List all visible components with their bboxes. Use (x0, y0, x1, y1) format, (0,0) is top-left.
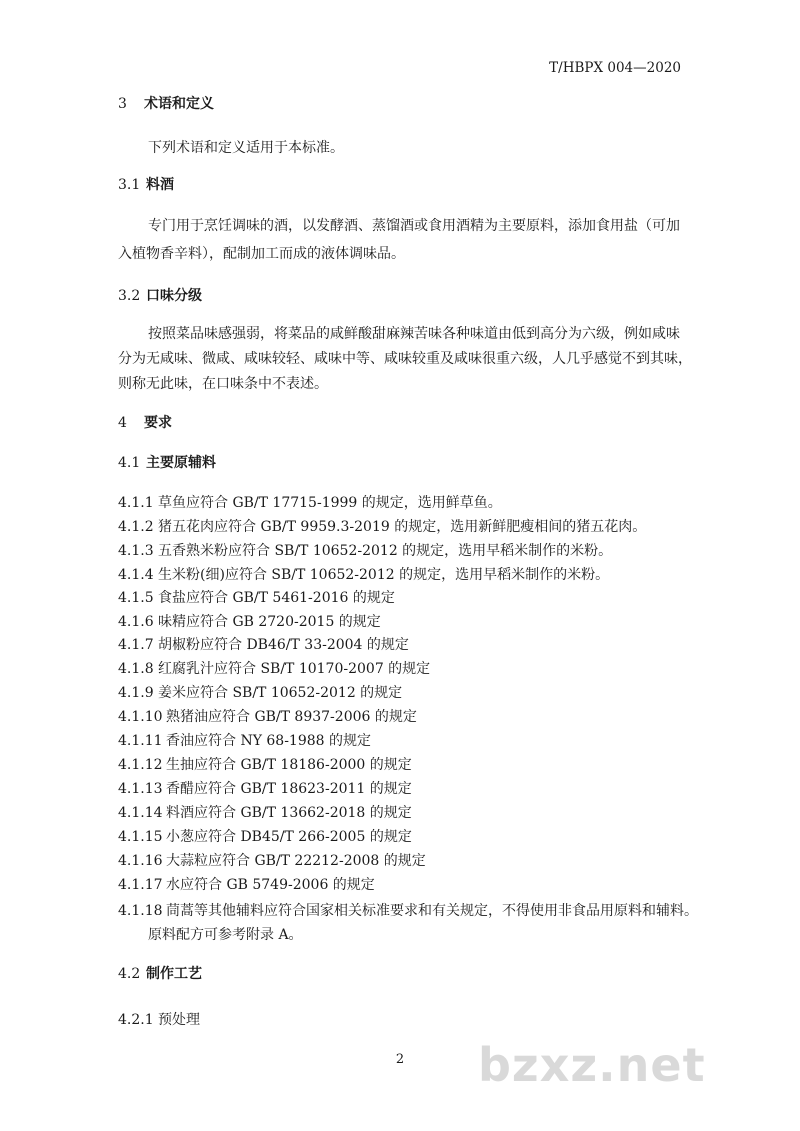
item-number: 4.1.4 (118, 567, 154, 583)
section-heading-4-2 (118, 965, 202, 983)
list-item (118, 518, 646, 536)
section-heading-3-1 (118, 176, 174, 194)
item-text: 小葱应符合 DB45/T 266-2005 的规定 (166, 829, 412, 845)
item-text: 香醋应符合 GB/T 18623-2011 的规定 (166, 781, 412, 797)
item-number: 4.1.6 (118, 614, 154, 630)
section-title: 主要原辅料 (146, 455, 216, 471)
item-text: 香油应符合 NY 68-1988 的规定 (166, 733, 372, 749)
paragraph-line: 下列术语和定义适用于本标准。 (148, 140, 344, 156)
item-number: 4.1.10 (118, 709, 163, 725)
item-text: 猪五花肉应符合 GB/T 9959.3-2019 的规定，选用新鲜肥瘦相间的猪五花肉。 (158, 519, 647, 535)
item-text: 五香熟米粉应符合 SB/T 10652-2012 的规定，选用早稻米制作的米粉。 (158, 543, 613, 559)
item-number: 4.1.5 (118, 590, 154, 606)
section-number: 3.1 (118, 177, 141, 193)
paragraph-line: 专门用于烹饪调味的酒，以发酵酒、蒸馏酒或食用酒精为主要原料，添加食用盐（可加 (148, 218, 680, 234)
item-number: 4.1.8 (118, 661, 154, 677)
formula-note: 原料配方可参考附录 A。 (148, 927, 303, 943)
section-heading-3 (118, 95, 214, 113)
section-heading-4-1 (118, 454, 216, 472)
item-number: 4.1.18 (118, 903, 163, 919)
section-heading-3-2 (118, 287, 202, 305)
section-title: 要求 (144, 415, 172, 431)
item-number: 4.1.14 (118, 805, 163, 821)
document-code: T/HBPX 004—2020 (549, 60, 681, 76)
paragraph-line: 则称无此味，在口味条中不表述。 (118, 376, 328, 392)
item-text: 茼蒿等其他辅料应符合国家相关标准要求和有关规定，不得使用非食品用原料和辅料。 (166, 903, 698, 919)
section-number: 4.2 (118, 966, 141, 982)
section-number: 3 (118, 96, 127, 112)
list-item (118, 494, 502, 512)
item-text: 生抽应符合 GB/T 18186-2000 的规定 (166, 757, 412, 773)
item-number: 4.1.1 (118, 495, 154, 511)
item-number: 4.1.16 (118, 853, 163, 869)
item-number: 4.1.7 (118, 637, 154, 653)
item-text: 草鱼应符合 GB/T 17715-1999 的规定，选用鲜草鱼。 (158, 495, 502, 511)
paragraph-line: 入植物香辛料），配制加工而成的液体调味品。 (118, 246, 405, 262)
item-text: 大蒜粒应符合 GB/T 22212-2008 的规定 (166, 853, 426, 869)
item-text: 胡椒粉应符合 DB46/T 33-2004 的规定 (158, 637, 409, 653)
section-title: 术语和定义 (144, 96, 214, 112)
section-heading-4-2-1 (118, 1011, 200, 1029)
item-number: 4.1.2 (118, 519, 154, 535)
list-item (118, 708, 417, 726)
site-watermark: bzxz.net (478, 1038, 706, 1092)
item-number: 4.1.11 (118, 733, 163, 749)
list-item (118, 684, 402, 702)
list-item (118, 828, 412, 846)
item-number: 4.1.17 (118, 877, 163, 893)
item-number: 4.1.15 (118, 829, 163, 845)
page-number: 2 (395, 1052, 405, 1067)
list-item (118, 876, 375, 894)
list-item (118, 613, 381, 631)
list-item (118, 732, 371, 750)
list-item (118, 566, 609, 584)
section-title: 口味分级 (146, 288, 202, 304)
section-title: 料酒 (146, 177, 174, 193)
list-item (118, 660, 430, 678)
section-number: 3.2 (118, 288, 141, 304)
item-text: 味精应符合 GB 2720-2015 的规定 (158, 614, 381, 630)
list-item (118, 780, 412, 798)
item-text: 料酒应符合 GB/T 13662-2018 的规定 (166, 805, 412, 821)
list-item (118, 756, 412, 774)
paragraph-line: 按照菜品味感强弱，将菜品的咸鲜酸甜麻辣苦味各种味道由低到高分为六级，例如咸味 (148, 326, 680, 342)
item-text: 食盐应符合 GB/T 5461-2016 的规定 (158, 590, 395, 606)
list-item (118, 542, 612, 560)
item-text: 熟猪油应符合 GB/T 8937-2006 的规定 (166, 709, 417, 725)
item-text: 生米粉(细)应符合 SB/T 10652-2012 的规定，选用早稻米制作的米粉。 (158, 567, 610, 583)
list-item (118, 902, 698, 920)
section-title: 预处理 (158, 1012, 200, 1028)
paragraph-line: 分为无咸味、微咸、咸味较轻、咸味中等、咸味较重及咸味很重六级，人几乎感觉不到其味， (118, 351, 692, 367)
section-heading-4 (118, 414, 172, 432)
list-item (118, 852, 426, 870)
list-item (118, 804, 412, 822)
section-number: 4 (118, 415, 127, 431)
list-item (118, 589, 395, 607)
item-number: 4.1.9 (118, 685, 154, 701)
list-item (118, 636, 409, 654)
item-number: 4.1.13 (118, 781, 163, 797)
item-text: 姜米应符合 SB/T 10652-2012 的规定 (158, 685, 403, 701)
section-number: 4.1 (118, 455, 141, 471)
item-number: 4.1.3 (118, 543, 154, 559)
item-number: 4.1.12 (118, 757, 163, 773)
item-text: 红腐乳汁应符合 SB/T 10170-2007 的规定 (158, 661, 431, 677)
section-number: 4.2.1 (118, 1012, 154, 1028)
item-text: 水应符合 GB 5749-2006 的规定 (166, 877, 375, 893)
section-title: 制作工艺 (146, 966, 202, 982)
